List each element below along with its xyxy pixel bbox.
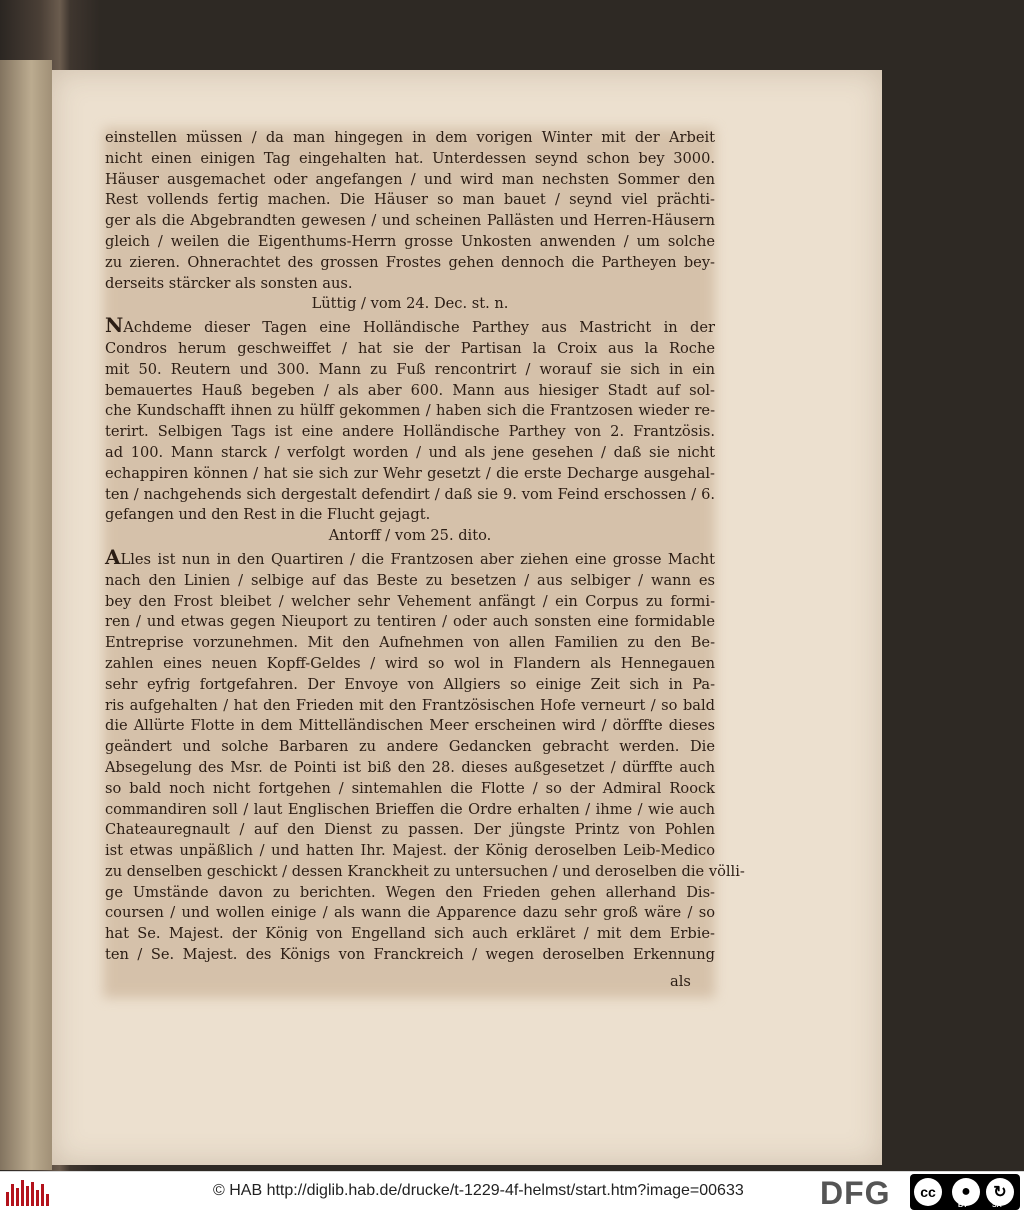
viewer-footer: [0, 1171, 1024, 1212]
text-line: zu denselben geschickt / dessen Kranckheit zu untersuchen / und deroselben die völli-: [105, 862, 745, 880]
text-line: zu zieren. Ohnerachtet des grossen Frostes gehen dennoch die Partheyen bey-: [105, 253, 715, 271]
logo-bar: [21, 1180, 24, 1206]
text-line: ist etwas unpäßlich / und hatten Ihr. Majest. der König deroselben Leib-Medico: [105, 842, 715, 860]
logo-bar: [6, 1192, 9, 1206]
text-line: Entreprise vorzunehmen. Mit den Aufnehmen von allen Familien zu den Be-: [105, 634, 715, 652]
text-line: die Allürte Flotte in dem Mittelländischen Meer erscheinen wird / dörffte dieses: [105, 717, 715, 735]
text-line: ge Umstände davon zu berichten. Wegen den Frieden gehen allerhand Dis-: [105, 883, 715, 901]
text-line: terirt. Selbigen Tags ist eine andere Holländische Parthey von 2. Frantzösis.: [105, 423, 715, 441]
paragraph-luettich: [105, 315, 715, 526]
text-line: Rest vollends fertig machen. Die Häuser so man bauet / seynd viel prächti-: [105, 191, 715, 209]
dfg-logo[interactable]: DFG: [820, 1175, 891, 1211]
text-line-body: Lles ist nun in den Quartiren / die Frantzosen aber ziehen eine grosse Macht: [120, 550, 715, 568]
text-line: derseits stärcker als sonsten aus.: [105, 274, 353, 292]
dateline-antorff: Antorff / vom 25. dito.: [328, 527, 492, 545]
by-attribution-icon: ●: [952, 1178, 980, 1206]
text-line: ad 100. Mann starck / verfolgt worden / und als jene gesehen / daß sie nicht: [105, 443, 715, 461]
text-line: bey den Frost bleibet / welcher sehr Vehement anfängt / ein Corpus zu formi-: [105, 592, 715, 610]
page-text: [105, 128, 745, 966]
sa-label: SA: [992, 1202, 1002, 1209]
text-line: gefangen und den Rest in die Flucht gejagt.: [105, 506, 431, 524]
text-line: nicht einen einigen Tag eingehalten hat. Unterdessen seynd schon bey 3000.: [105, 149, 715, 167]
text-line: sehr eyfrig fortgefahren. Der Envoye von Allgiers so einige Zeit sich in Pa-: [105, 675, 715, 693]
logo-bar: [36, 1190, 39, 1206]
text-line: einstellen müssen / da man hingegen in dem vorigen Winter mit der Arbeit: [105, 129, 715, 146]
text-line: che Kundschafft ihnen zu hülff gekommen / haben sich die Frantzosen wieder re-: [105, 402, 715, 420]
text-line: ten / nachgehends sich dergestalt defendirt / daß sie 9. vom Feind erschossen / 6.: [105, 485, 715, 503]
text-line: commandiren soll / laut Englischen Brieffen die Ordre erhalten / ihme / wie auch: [105, 800, 715, 818]
cc-icon: cc: [914, 1178, 942, 1206]
logo-bar: [31, 1182, 34, 1206]
source-url-link[interactable]: © HAB http://diglib.hab.de/drucke/t-1229-4f-helmst/start.htm?image=00633: [213, 1182, 744, 1199]
text-line: bemauertes Hauß begeben / als aber 600. Mann aus hiesiger Stadt auf sol-: [105, 381, 715, 399]
left-page-edge: [0, 60, 52, 1170]
paragraph-antorff: [105, 544, 745, 966]
text-line: so bald noch nicht fortgehen / sintemahlen die Flotte / so der Admiral Roock: [105, 779, 715, 797]
text-line: Chateauregnault / auf den Dienst zu passen. Der jüngste Printz von Pohlen: [105, 821, 715, 839]
initial-letter: N: [105, 313, 124, 338]
text-line: Condros herum geschweiffet / hat sie der Partisan la Croix aus la Roche: [105, 339, 715, 357]
paragraph-intro: [105, 128, 715, 294]
text-line: gleich / weilen die Eigenthums-Herrn grosse Unkosten anwenden / um solche: [105, 232, 715, 250]
by-label: BY: [958, 1202, 968, 1209]
logo-bar: [16, 1188, 19, 1206]
text-line: mit 50. Reutern und 300. Mann zu Fuß rencontrirt / worauf sie sich in ein: [105, 360, 715, 378]
text-line: geändert und solche Barbaren zu andere Gedancken gebracht werden. Die: [105, 738, 715, 756]
text-line: hat Se. Majest. der König von Engelland sich auch erkläret / mit dem Erbie-: [105, 925, 715, 943]
logo-bar: [41, 1184, 44, 1206]
hab-logo-icon[interactable]: [6, 1178, 50, 1206]
text-line: Häuser ausgemachet oder angefangen / und wird man nechsten Sommer den: [105, 170, 715, 188]
dateline-luettich: Lüttig / vom 24. Dec. st. n.: [311, 295, 509, 313]
logo-bar: [11, 1184, 14, 1206]
share-alike-icon: ↻: [986, 1178, 1014, 1206]
cc-license-badge[interactable]: [910, 1174, 1020, 1210]
logo-bar: [26, 1186, 29, 1206]
text-line: Absegelung des Msr. de Pointi ist biß den 28. dieses außgesetzet / dürffte auch: [105, 758, 715, 776]
text-line: ren / und etwas gegen Nieuport zu tentiren / oder auch sonsten eine formidable: [105, 613, 715, 631]
text-line: [105, 544, 715, 571]
text-line: zahlen eines neuen Kopff-Geldes / wird so wol in Flandern als Hennegauen: [105, 654, 715, 672]
text-line: [105, 315, 715, 339]
logo-bar: [46, 1194, 49, 1206]
text-line: ten / Se. Majest. des Königs von Franckreich / wegen deroselben Erkennung: [105, 946, 715, 964]
catchword: als: [670, 973, 691, 990]
text-line: coursen / und wollen einige / als wann die Apparence dazu sehr groß wäre / so: [105, 904, 715, 922]
text-line: nach den Linien / selbige auf das Beste zu besetzen / aus selbiger / wann es: [105, 571, 715, 589]
text-line-body: Achdeme dieser Tagen eine Holländische Parthey aus Mastricht in der: [123, 319, 715, 337]
text-line: ris aufgehalten / hat den Frieden mit den Frantzösischen Hofe verneurt / so bald: [105, 696, 715, 714]
text-line: echappiren können / hat sie sich zur Wehr gesetzt / die erste Decharge ausgehal-: [105, 464, 715, 482]
initial-letter: A: [105, 544, 121, 569]
text-line: ger als die Abgebrandten gewesen / und scheinen Pallästen und Herren-Häusern: [105, 212, 715, 230]
